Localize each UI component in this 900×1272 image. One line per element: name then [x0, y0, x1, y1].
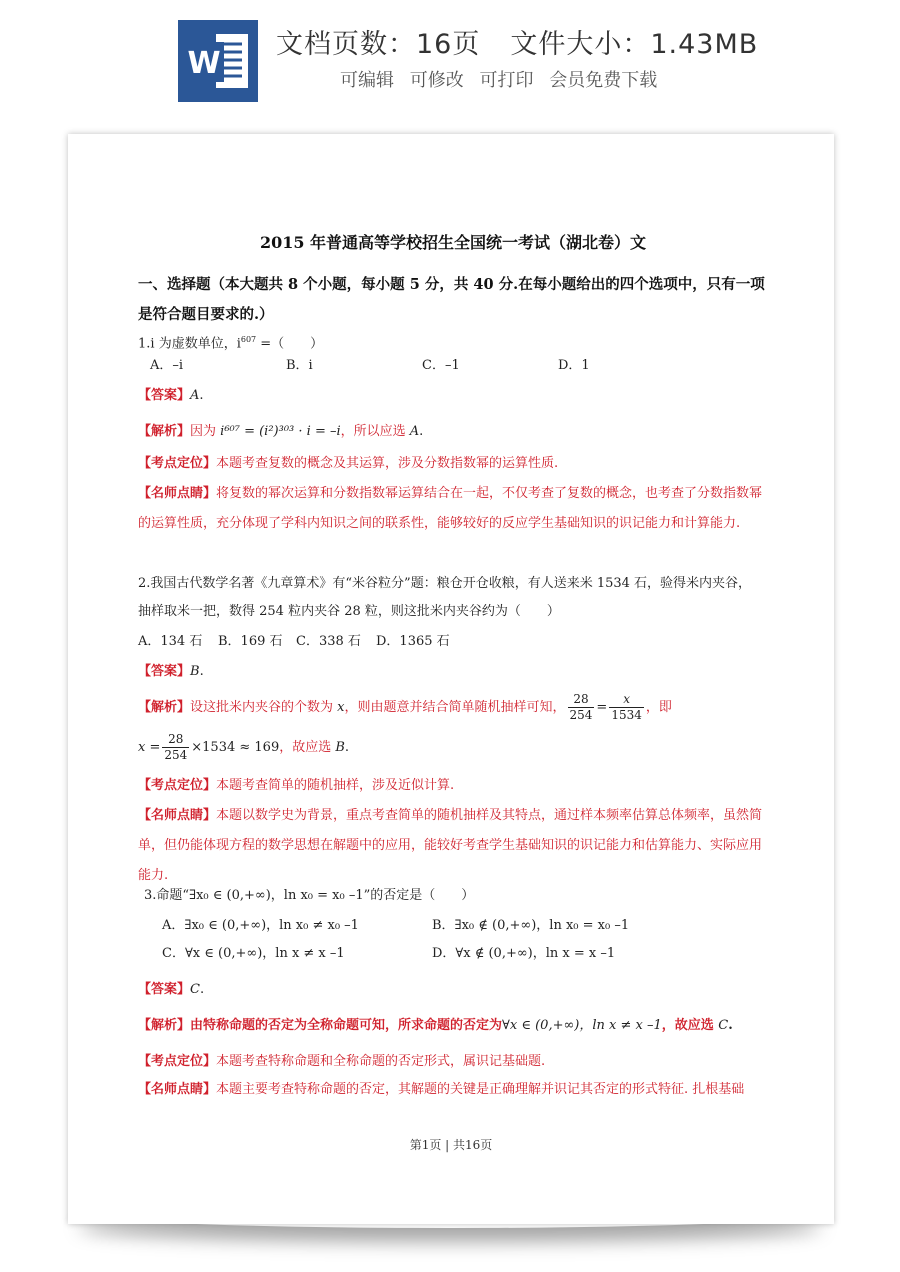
- q1-analysis-text: 因为: [190, 424, 221, 439]
- q2-equation-rest: ×1534 ≈ 169: [191, 740, 280, 755]
- q1-mingshi-text: 将复数的幂次运算和分数指数幂运算结合在一起，不仅考查了复数的概念，也考查了分数指数幂的运算性质，充分体现了学科内知识之间的联系性，能够较好的反应学生基础知识的识记能力和计算能力.: [138, 486, 763, 531]
- q2-answer-value: B: [190, 664, 200, 679]
- feature-modifiable: 可修改: [409, 70, 464, 91]
- q2-stem-line2: 抽样取米一把，数得 254 粒内夹谷 28 粒，则这批米内夹谷约为（ ）: [138, 604, 560, 619]
- q3-option-c: C．∀x ∈ (0,+∞)，ln x ≠ x –1: [162, 946, 345, 961]
- q2-kaodian-text: 本题考查简单的随机抽样，涉及近似计算.: [216, 778, 455, 793]
- document-title: 2015 年普通高等学校招生全国统一考试（湖北卷）文: [259, 233, 647, 252]
- q3-mingshi: [138, 1080, 744, 1100]
- q2-analysis-tail: ，即: [645, 700, 672, 715]
- q3-analysis-formula: ∀x ∈ (0,+∞)，ln x ≠ x –1: [502, 1018, 662, 1033]
- fraction-numerator: 28: [568, 692, 595, 708]
- q3-analysis: 【解析】由特称命题的否定为全称命题可知，所求命题的否定为∀x ∈ (0,+∞)，ln x ≠ x –1，故应选 C.: [138, 1018, 733, 1033]
- analysis-tag: 【解析】: [138, 1018, 191, 1033]
- q3-kaodian: [138, 1052, 545, 1072]
- svg-text:W: W: [187, 46, 221, 81]
- q1-analysis-tail: ，所以应选: [340, 424, 410, 439]
- q2-mingshi: [138, 801, 768, 891]
- page-footer: 第1页 | 共16页: [409, 1138, 493, 1152]
- q2-option-c: C．338 石: [296, 634, 361, 649]
- fraction-denominator: 1534: [611, 708, 642, 722]
- q2-analysis-mid: ，则由题意并结合简单随机抽样可知，: [344, 700, 566, 715]
- q2-analysis-choice: B: [335, 740, 345, 755]
- q2-options: [138, 632, 450, 652]
- q2-stem-line1: 2.我国古代数学名著《九章算术》有“米谷粒分”题：粮仓开仓收粮，有人送来米 1534 石，验得米内夹谷，: [138, 576, 752, 591]
- q1-stem: [138, 330, 323, 354]
- q3-stem: 3.命题“∃x₀ ∈ (0,+∞)，ln x₀ = x₀ –1”的否定是（ ）: [144, 888, 475, 903]
- q1-kaodian: [138, 454, 558, 474]
- fraction-numerator: x: [609, 692, 644, 708]
- answer-tag: 【答案】: [138, 982, 191, 997]
- q1-answer-value: A: [190, 388, 200, 403]
- q2-option-a: A．134 石: [138, 634, 203, 649]
- feature-editable: 可编辑: [340, 70, 394, 91]
- q1-answer: 【答案】A.: [138, 388, 204, 403]
- q1-stem-text: 1.i 为虚数单位，i: [138, 336, 241, 352]
- analysis-tag: 【解析】: [138, 424, 191, 439]
- q3-options-row1: [162, 916, 629, 936]
- q1-kaodian-text: 本题考查复数的概念及其运算，涉及分数指数幂的运算性质.: [216, 456, 559, 471]
- q2-mingshi-text: 本题以数学史为背景，重点考查简单的随机抽样及其特点，通过样本频率估算总体频率，虽然简单，但仍能体现方程的数学思想在解题中的应用，能较好考查学生基础知识的识记能力和估算能力、实际应用能力.: [138, 808, 763, 883]
- file-size-label: 文件大小：1.43MB: [510, 29, 759, 60]
- q2-fraction-sample: [568, 692, 595, 723]
- answer-tag: 【答案】: [138, 388, 191, 403]
- feature-member-download: 会员免费下载: [549, 70, 658, 91]
- banner-title: [276, 22, 758, 61]
- q1-stem-exponent: 607: [240, 335, 257, 344]
- document-page: [68, 134, 834, 1224]
- q3-option-b: B．∃x₀ ∉ (0,+∞)，ln x₀ = x₀ –1: [432, 918, 630, 933]
- q2-fraction-total: [609, 692, 644, 723]
- q3-answer: 【答案】C.: [138, 982, 205, 997]
- download-banner: [0, 0, 900, 120]
- feature-list: [340, 66, 667, 92]
- q1-option-d: D．1: [558, 358, 590, 373]
- q2-option-b: B．169 石: [218, 634, 283, 649]
- q3-option-a: A．∃x₀ ∈ (0,+∞)，ln x₀ ≠ x₀ –1: [162, 918, 359, 933]
- analysis-tag: 【解析】: [138, 700, 191, 715]
- q2-analysis-tail2: ，故应选: [279, 740, 336, 755]
- q1-option-c: C．–1: [422, 358, 460, 373]
- fraction-denominator: 254: [569, 708, 593, 722]
- q2-analysis-line2: x = $\frac{28}{254}$ ×1534 ≈ 169，故应选 B.: [138, 732, 350, 762]
- q3-analysis-tail: ，故应选: [661, 1018, 719, 1033]
- kaodian-tag: 【考点定位】: [138, 1054, 217, 1069]
- q3-mingshi-text: 本题主要考查特称命题的否定，其解题的关键是正确理解并识记其否定的形式特征. 扎根基础: [216, 1082, 745, 1097]
- fraction-numerator: 28: [162, 732, 189, 748]
- kaodian-tag: 【考点定位】: [138, 778, 217, 793]
- mingshi-tag: 【名师点睛】: [138, 486, 217, 501]
- q3-kaodian-text: 本题考查特称命题和全称命题的否定形式，属识记基础题.: [216, 1054, 546, 1069]
- mingshi-tag: 【名师点睛】: [138, 808, 217, 823]
- answer-tag: 【答案】: [138, 664, 191, 679]
- q1-option-a: A．–i: [150, 358, 184, 373]
- q3-option-d: D．∀x ∉ (0,+∞)，ln x = x –1: [432, 946, 616, 961]
- kaodian-tag: 【考点定位】: [138, 456, 217, 471]
- q3-analysis-choice: C: [718, 1018, 729, 1033]
- q1-analysis-choice: A: [409, 424, 420, 439]
- q3-answer-value: C: [190, 982, 200, 997]
- word-document-icon: [178, 20, 258, 102]
- page-count-label: 文档页数：16页: [276, 29, 481, 60]
- q3-analysis-text: 由特称命题的否定为全称命题可知，所求命题的否定为: [190, 1018, 503, 1033]
- q1-stem-tail: =（ ）: [256, 336, 324, 352]
- q2-analysis-line1: 【解析】设这批米内夹谷的个数为 x，则由题意并结合简单随机抽样可知， $\frac{28}{254}$ = $\frac{x}{1534}$ ，即: [138, 692, 672, 722]
- q2-equation-lhs: x =: [138, 740, 161, 755]
- q2-answer: 【答案】B.: [138, 664, 204, 679]
- q1-analysis-formula: i⁶⁰⁷ = (i²)³⁰³ · i = –i: [220, 424, 341, 439]
- q1-options: [150, 356, 590, 376]
- feature-printable: 可打印: [479, 70, 534, 91]
- q2-analysis-text: 设这批米内夹谷的个数为: [190, 700, 338, 715]
- q3-options-row2: [162, 944, 615, 964]
- q1-analysis: 【解析】因为 i⁶⁰⁷ = (i²)³⁰³ · i = –i，所以应选 A.: [138, 424, 424, 439]
- mingshi-tag: 【名师点睛】: [138, 1082, 217, 1097]
- q1-mingshi: [138, 479, 768, 539]
- q2-option-d: D．1365 石: [376, 634, 450, 649]
- q1-option-b: B．i: [286, 358, 313, 373]
- q2-analysis-var: x: [337, 700, 345, 715]
- q2-kaodian: [138, 776, 454, 796]
- fraction-denominator: 254: [164, 748, 188, 762]
- q2-fraction-ratio: [162, 732, 189, 763]
- section-heading: 一、选择题（本大题共 8 个小题，每小题 5 分，共 40 分.在每小题给出的四个选项中，只有一项是符合题目要求的.）: [138, 276, 765, 323]
